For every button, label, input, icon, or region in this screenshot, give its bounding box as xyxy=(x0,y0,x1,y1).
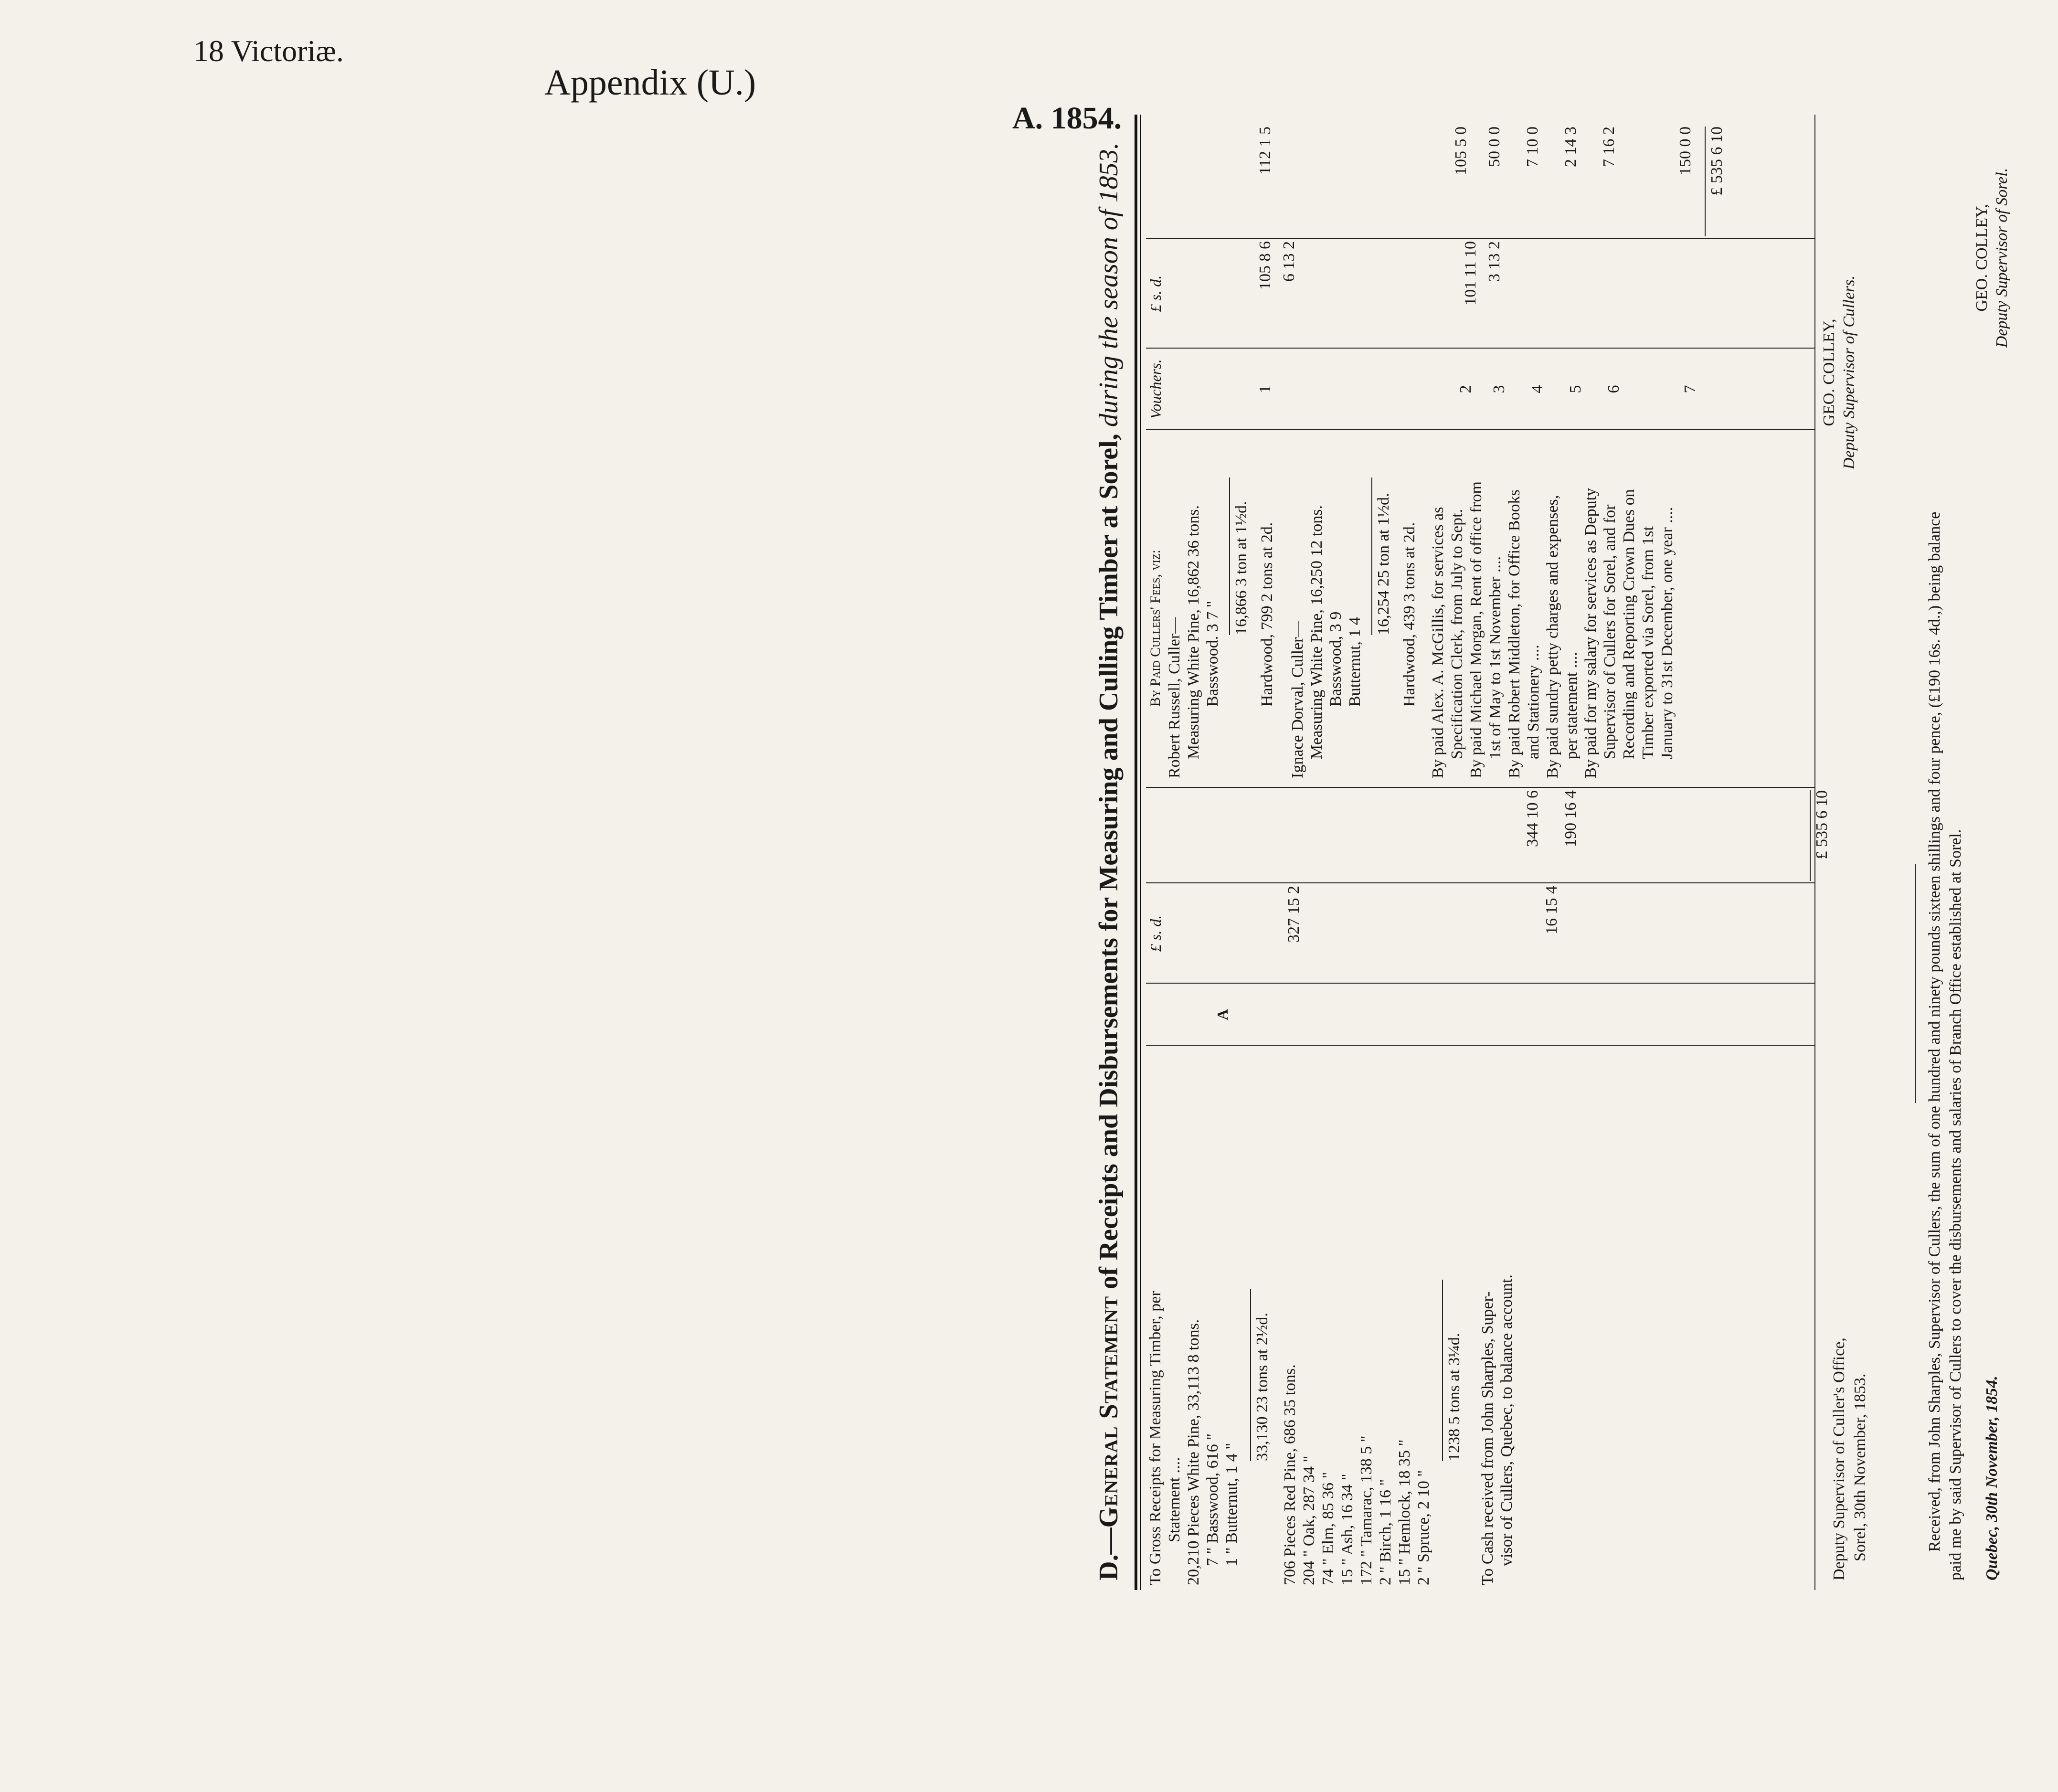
title-rule-thin xyxy=(1140,115,1141,1590)
receipt-text: paid me by said Supervisor of Cullers to cover the disbursements and salaries of Branch Office established at Sorel. xyxy=(1947,829,1964,1580)
place-line xyxy=(1829,1337,1871,1580)
signature-name: GEO. COLLEY, xyxy=(1973,204,1991,312)
disbursement-line: Basswood. 3 7 " xyxy=(1204,601,1221,707)
receipt-line: 20,210 Pieces White Pine, 33,113 8 tons. xyxy=(1185,1319,1202,1585)
receipt-line: 74 " Elm, 85 36 " xyxy=(1319,1472,1337,1585)
running-header-left: 18 Victoriæ. xyxy=(193,34,344,68)
receipt-line: 15 " Ash, 16 34 " xyxy=(1338,1474,1356,1585)
disbursement-line: 1st of May to 1st November .... xyxy=(1486,556,1504,759)
receipt-line: 2 " Birch, 1 16 " xyxy=(1377,1479,1394,1585)
receipt-amount: 327 15 2 xyxy=(1285,886,1303,943)
column-rule xyxy=(1146,348,1814,349)
signature-block-1 xyxy=(1819,229,1859,516)
voucher-number: 3 xyxy=(1490,385,1508,393)
receipt-line: To Gross Receipts for Measuring Timber, per xyxy=(1146,1291,1164,1585)
receipt-statement xyxy=(1924,512,1966,1580)
signature-title: Deputy Supervisor of Cullers. xyxy=(1840,275,1858,470)
vouchers-header: Vouchers. xyxy=(1147,359,1164,419)
disbursements-voucher-column xyxy=(1146,351,1700,427)
disbursement-line: Measuring White Pine, 16,862 36 tons. xyxy=(1185,505,1202,759)
receipt-line: Statement .... xyxy=(1166,1457,1183,1542)
receipt-text: Received, from John Sharples, Supervisor of Cullers, the sum of one hundred and ninety pounds sixteen shillings and four pence, (£190 16s. 4d.,) being balance xyxy=(1926,511,1943,1552)
column-rule xyxy=(1146,983,1814,984)
disbursements-description xyxy=(1146,435,1677,778)
receipt-line: 172 " Tamarac, 138 5 " xyxy=(1358,1435,1375,1585)
voucher-number: 7 xyxy=(1681,385,1699,393)
disbursement-total: 2 14 3 xyxy=(1562,127,1580,167)
column-rule xyxy=(1146,429,1814,430)
voucher-number: 4 xyxy=(1528,385,1546,393)
place-text: Deputy Supervisor of Culler's Office, xyxy=(1830,1337,1848,1580)
receipts-description xyxy=(1146,1050,1517,1585)
disbursement-line: Measuring White Pine, 16,250 12 tons. xyxy=(1308,505,1326,759)
disbursement-total: 7 10 0 xyxy=(1524,127,1541,167)
receipt-line: 7 " Basswood, 616 " xyxy=(1204,1433,1221,1566)
disbursement-total: 50 0 0 xyxy=(1485,127,1503,167)
rotated-statement xyxy=(1093,115,2058,1652)
column-rule xyxy=(1146,1045,1814,1046)
signature-title: Deputy Supervisor of Sorel. xyxy=(1993,168,2011,348)
column-rule xyxy=(1146,882,1814,883)
disbursement-amount: 3 13 2 xyxy=(1485,241,1503,282)
signature-block-2 xyxy=(1972,124,2012,392)
voucher-number: 1 xyxy=(1256,385,1274,393)
voucher-a: A xyxy=(1214,1009,1231,1020)
disbursements-total-value: 535 6 10 xyxy=(1708,127,1726,183)
lsd-header: £ s. d. xyxy=(1147,275,1164,312)
disbursement-total: 112 1 5 xyxy=(1256,127,1274,175)
disbursement-line: Robert Russell, Culler— xyxy=(1166,617,1183,778)
pound-sign: £ xyxy=(1708,187,1726,196)
receipt-line: 706 Pieces Red Pine, 686 35 tons. xyxy=(1281,1364,1299,1585)
disbursement-line: By paid Alex. A. McGillis, for services as xyxy=(1429,507,1447,778)
separator-rule xyxy=(1915,864,1916,1103)
disbursement-line: Butternut, 1 4 xyxy=(1346,617,1364,707)
disbursements-total-column xyxy=(1146,127,1727,236)
disbursement-subtotal: 16,254 25 ton at 1½d. xyxy=(1371,477,1393,635)
receipt-amount: 190 16 4 xyxy=(1562,790,1580,847)
receipts-total-column xyxy=(1146,790,1832,881)
disbursement-total: 7 16 2 xyxy=(1600,127,1618,167)
disbursement-line: Ignace Dorval, Culler— xyxy=(1289,621,1306,778)
disbursement-head: By Paid Cullers' Fees, viz: xyxy=(1147,550,1163,707)
disbursement-total: 105 5 0 xyxy=(1452,127,1470,175)
receipt-line: 2 " Spruce, 2 10 " xyxy=(1415,1470,1432,1585)
disbursement-line: Supervisor of Cullers for Sorel, and for xyxy=(1601,504,1619,759)
dateline: Quebec, 30th November, 1854. xyxy=(1983,1376,2001,1580)
statement-title xyxy=(1093,124,1124,1580)
disbursement-line: Hardwood, 439 3 tons at 2d. xyxy=(1400,522,1418,707)
disbursement-line: Hardwood, 799 2 tons at 2d. xyxy=(1258,522,1276,707)
receipt-total-a: 344 10 6 xyxy=(1524,790,1541,847)
receipt-subtotal: 1238 5 tons at 3¼d. xyxy=(1442,1280,1464,1461)
disbursement-amount: 105 8 6 xyxy=(1256,241,1274,290)
voucher-number: 5 xyxy=(1567,385,1584,393)
receipts-voucher-column xyxy=(1146,986,1232,1043)
place-text: Sorel, 30th November, 1853. xyxy=(1851,1373,1869,1561)
disbursement-line: Basswood, 3 9 xyxy=(1327,611,1345,707)
disbursements-lsd-column xyxy=(1146,241,1504,346)
disbursement-amount: 6 13 2 xyxy=(1280,241,1298,282)
receipt-line: 1 " Butternut, 1 4 " xyxy=(1223,1442,1241,1566)
pound-sign: £ xyxy=(1813,851,1831,859)
title-prefix: D.— xyxy=(1094,1527,1124,1580)
table-bottom-rule xyxy=(1814,115,1815,1590)
receipts-total xyxy=(1810,790,1832,881)
receipts-total-value: 535 6 10 xyxy=(1813,790,1831,847)
running-header-right: A. 1854. xyxy=(1012,101,1122,136)
disbursement-total: 150 0 0 xyxy=(1676,127,1694,175)
receipts-lsd-column xyxy=(1146,886,1561,981)
disbursement-line: Timber exported via Sorel, from 1st xyxy=(1639,526,1657,759)
receipt-line: 15 " Hemlock, 18 35 " xyxy=(1396,1439,1413,1585)
signature-name: GEO. COLLEY, xyxy=(1820,318,1838,426)
disbursement-line: January to 31st December, one year .... xyxy=(1658,507,1676,759)
disbursement-subtotal: 16,866 3 ton at 1½d. xyxy=(1229,477,1251,635)
disbursements-grand-total xyxy=(1705,127,1727,236)
disbursement-line: per statement .... xyxy=(1563,652,1581,759)
voucher-number: 6 xyxy=(1605,385,1623,393)
disbursement-line: Specification Clerk, from July to Sept. xyxy=(1448,509,1466,759)
disbursement-line: By paid Michael Morgan, Rent of office from xyxy=(1467,481,1485,778)
disbursement-line: By paid for my salary for services as Deputy xyxy=(1582,488,1600,778)
title-small-caps: General Statement xyxy=(1094,1295,1124,1528)
disbursement-line: and Stationery .... xyxy=(1525,645,1542,759)
receipt-amount: 16 15 4 xyxy=(1543,886,1560,934)
column-rule xyxy=(1146,787,1814,788)
running-header-center: Appendix (U.) xyxy=(544,63,756,103)
disbursement-line: By paid Robert Middleton, for Office Books xyxy=(1506,489,1523,778)
title-italic: during the season of 1853. xyxy=(1094,142,1124,434)
disbursement-line: Recording and Reporting Crown Dues on xyxy=(1620,489,1638,759)
disbursement-line: By paid sundry petty charges and expenses, xyxy=(1544,495,1561,778)
receipt-line: visor of Cullers, Quebec, to balance account. xyxy=(1498,1274,1516,1566)
title-rule-thick xyxy=(1135,115,1137,1590)
receipt-line: 204 " Oak, 287 34 " xyxy=(1300,1455,1318,1585)
title-main: of Receipts and Disbursements for Measuring and Culling Timber at Sorel, xyxy=(1094,434,1124,1296)
receipt-subtotal: 33,130 23 tons at 2½d. xyxy=(1250,1289,1272,1461)
voucher-number: 2 xyxy=(1457,385,1475,393)
column-rule xyxy=(1146,238,1814,239)
disbursement-amount: 101 11 10 xyxy=(1462,241,1479,306)
lsd-header: £ s. d. xyxy=(1147,915,1164,952)
receipt-line: To Cash received from John Sharples, Super- xyxy=(1479,1291,1496,1585)
